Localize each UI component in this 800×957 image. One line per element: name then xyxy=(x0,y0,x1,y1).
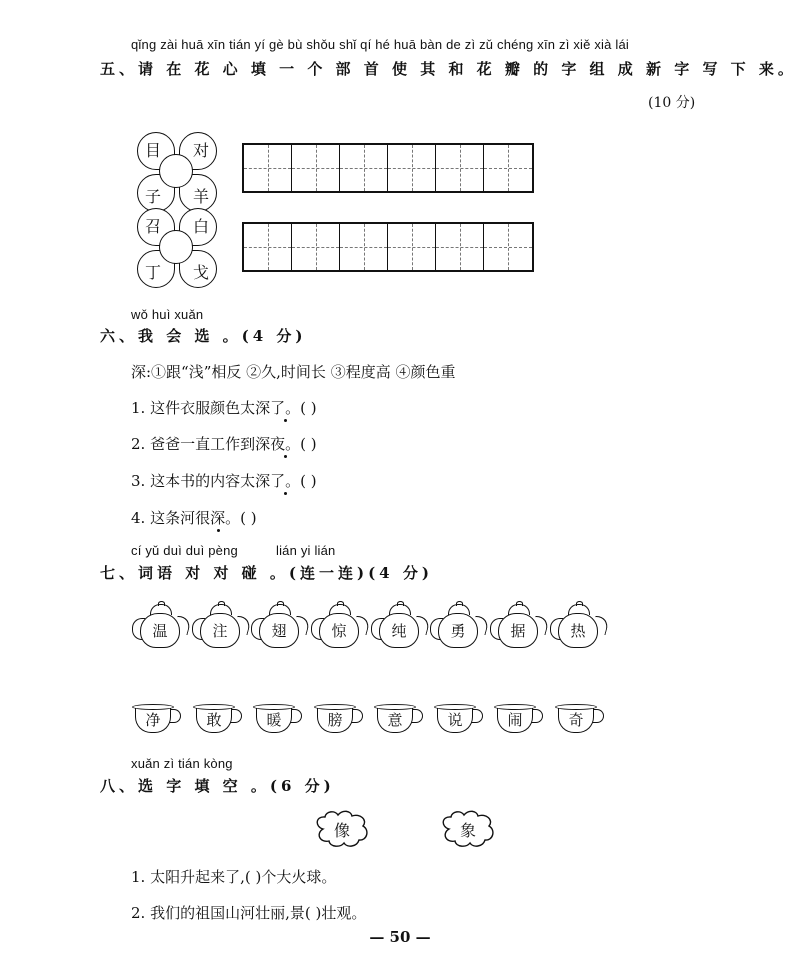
teapot-char: 温 xyxy=(140,613,180,648)
cup-word[interactable] xyxy=(374,704,426,734)
teapot-char: 惊 xyxy=(319,613,359,648)
cup-char: 净 xyxy=(135,707,171,733)
cup-char: 奇 xyxy=(558,707,594,733)
choice-item-1: 1. 这件衣服颜色太深了。( ) xyxy=(131,399,317,417)
petal: 羊 xyxy=(179,174,217,212)
grid-cell[interactable] xyxy=(340,224,388,270)
petal: 子 xyxy=(137,174,175,212)
section7-pinyin-a: cí yǔ duì duì pèng xyxy=(131,543,238,558)
cup-word[interactable] xyxy=(555,704,607,734)
emphasis-dot xyxy=(284,455,287,458)
choice-char-1: 像 xyxy=(333,820,350,840)
grid-cell[interactable] xyxy=(244,145,292,191)
choice-item-3: 3. 这本书的内容太深了。( ) xyxy=(131,472,317,490)
flower-2 xyxy=(137,208,217,288)
grid-cell[interactable] xyxy=(388,145,436,191)
section8-heading: 八、选 字 填 空 。(6 分) xyxy=(100,777,335,795)
teapot-word[interactable] xyxy=(315,604,367,650)
grid-cell[interactable] xyxy=(388,224,436,270)
writing-grid-2[interactable] xyxy=(242,222,534,272)
grid-cell[interactable] xyxy=(484,145,532,191)
teapot-word[interactable] xyxy=(136,604,188,650)
cup-char: 意 xyxy=(377,707,413,733)
fill-item-1: 1. 太阳升起来了,( )个大火球。 xyxy=(131,868,337,886)
teapot-word[interactable] xyxy=(554,604,606,650)
emphasis-dot xyxy=(284,419,287,422)
section5-score: (10 分) xyxy=(648,95,696,111)
teapot-char: 纯 xyxy=(379,613,419,648)
cup-word[interactable] xyxy=(132,704,184,734)
cup-word[interactable] xyxy=(193,704,245,734)
teapot-char: 据 xyxy=(498,613,538,648)
grid-cell[interactable] xyxy=(436,145,484,191)
cup-word[interactable] xyxy=(314,704,366,734)
teapot-word[interactable] xyxy=(494,604,546,650)
grid-cell[interactable] xyxy=(292,145,340,191)
teapot-char: 翅 xyxy=(259,613,299,648)
petal: 丁 xyxy=(137,250,175,288)
teapot-word[interactable] xyxy=(255,604,307,650)
section6-pinyin: wǒ huì xuǎn xyxy=(131,307,204,322)
choice-cloud-2 xyxy=(439,810,497,848)
teapot-char: 热 xyxy=(558,613,598,648)
flower-1 xyxy=(137,132,217,212)
petal: 对 xyxy=(179,132,217,170)
fill-item-2: 2. 我们的祖国山河壮丽,景( )壮观。 xyxy=(131,904,367,922)
cup-char: 敢 xyxy=(196,707,232,733)
choice-item-4: 4. 这条河很深。( ) xyxy=(131,509,257,527)
page-number: — 50 — xyxy=(369,928,431,946)
petal: 召 xyxy=(137,208,175,246)
section5-pinyin: qǐng zài huā xīn tián yí gè bù shǒu shǐ qí hé huā bàn de zì zǔ chéng xīn zì xiě xià lái xyxy=(131,37,629,52)
grid-cell[interactable] xyxy=(292,224,340,270)
flower-center-blank[interactable] xyxy=(159,230,193,264)
writing-grid-1[interactable] xyxy=(242,143,534,193)
cup-char: 暖 xyxy=(256,707,292,733)
teapot-char: 注 xyxy=(200,613,240,648)
section7-pinyin-b: lián yi lián xyxy=(276,543,336,558)
cup-word[interactable] xyxy=(253,704,305,734)
emphasis-dot xyxy=(217,529,220,532)
section7-heading: 七、词语 对 对 碰 。(连一连)(4 分) xyxy=(100,564,433,582)
choice-char-2: 象 xyxy=(459,820,476,840)
choice-cloud-1 xyxy=(313,810,371,848)
teapot-word[interactable] xyxy=(375,604,427,650)
petal: 白 xyxy=(179,208,217,246)
teapot-char: 勇 xyxy=(438,613,478,648)
teapot-word[interactable] xyxy=(434,604,486,650)
section8-pinyin: xuǎn zì tián kòng xyxy=(131,756,233,771)
cup-char: 闹 xyxy=(497,707,533,733)
section5-heading: 五、请 在 花 心 填 一 个 部 首 使 其 和 花 瓣 的 字 组 成 新 字 写 下 来。 xyxy=(100,60,797,78)
grid-cell[interactable] xyxy=(436,224,484,270)
cup-word[interactable] xyxy=(434,704,486,734)
grid-cell[interactable] xyxy=(244,224,292,270)
emphasis-dot xyxy=(284,492,287,495)
grid-cell[interactable] xyxy=(484,224,532,270)
grid-cell[interactable] xyxy=(340,145,388,191)
cup-word[interactable] xyxy=(494,704,546,734)
cup-char: 膀 xyxy=(317,707,353,733)
choice-item-2: 2. 爸爸一直工作到深夜。( ) xyxy=(131,435,317,453)
section6-heading: 六、我 会 选 。(4 分) xyxy=(100,327,307,345)
cup-char: 说 xyxy=(437,707,473,733)
teapot-word[interactable] xyxy=(196,604,248,650)
petal: 戈 xyxy=(179,250,217,288)
flower-center-blank[interactable] xyxy=(159,154,193,188)
petal: 目 xyxy=(137,132,175,170)
definitions: 深:①跟“浅”相反 ②久,时间长 ③程度高 ④颜色重 xyxy=(131,363,456,381)
